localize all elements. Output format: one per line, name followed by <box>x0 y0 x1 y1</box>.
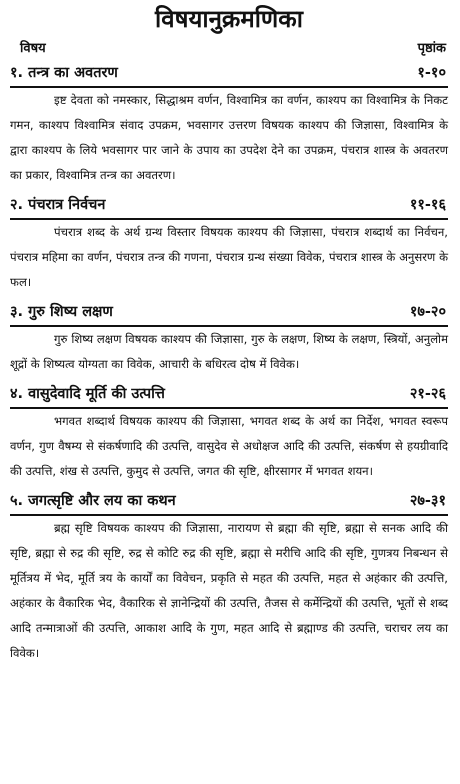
chapter-heading-row <box>10 60 448 88</box>
page-title: विषयानुक्रमणिका <box>155 5 303 33</box>
chapter-description: इष्ट देवता को नमस्कार, सिद्धाश्रम वर्णन, विश्वामित्र का वर्णन, काश्यप का विश्वामित्र के निकट गमन, काश्यप विश्वामित्र संवाद उपक्रम, भवसागर उत्तरण विषयक काश्यप की जिज्ञासा, विश्वामित्र के द्वारा काश्यप के लिये भवसागर पार जाने के उपाय का उपदेश देने का उपक्रम, पंचरात्र शास्त्र के अवतरण का प्रकार, विश्वामित्र तन्त्र का अवतरण। <box>10 93 448 182</box>
toc-entry-5 <box>10 488 448 666</box>
chapter-page-range: १७-२० <box>409 304 446 320</box>
chapter-page-range: २७-३१ <box>409 493 446 509</box>
toc-entry-1 <box>10 60 448 188</box>
chapter-page-range: २१-२६ <box>409 386 446 402</box>
chapter-title: ४. वासुदेवादि मूर्ति की उत्पत्ति <box>10 386 165 402</box>
chapter-title: १. तन्त्र का अवतरण <box>10 65 118 81</box>
toc-entry-2 <box>10 192 448 295</box>
chapter-title: २. पंचरात्र निर्वचन <box>10 197 106 213</box>
chapter-heading-row <box>10 488 448 516</box>
subject-column-header: विषय <box>20 41 46 56</box>
chapter-description: ब्रह्म सृष्टि विषयक काश्यप की जिज्ञासा, नारायण से ब्रह्मा की सृष्टि, ब्रह्मा से सनक आदि की सृष्टि, ब्रह्मा से रुद्र की सृष्टि, रुद्र से कोटि रुद्र की सृष्टि, ब्रह्मा से मरीचि आदि की सृष्टि, गुणत्रय निबन्धन से मूर्तित्रय में भेद, मूर्ति त्रय के कार्यों का विवेचन, प्रकृति से महत की उत्पत्ति, महत से अहंकार की उत्पत्ति, अहंकार के वैकारिक भेद, वैकारिक से ज्ञानेन्द्रियों की उत्पत्ति, तैजस से कर्मेन्द्रियों की उत्पत्ति, भूतों से शब्द आदि तन्मात्राओं की उत्पत्ति, आकाश आदि के गुण, महत आदि से ब्रह्माण्ड की उत्पत्ति, चराचर लय का विवेक। <box>10 521 448 660</box>
chapter-title: ५. जगत्सृष्टि और लय का कथन <box>10 493 176 509</box>
chapter-page-range: १-१० <box>417 65 446 81</box>
chapter-description: भगवत शब्दार्थ विषयक काश्यप की जिज्ञासा, भगवत शब्द के अर्थ का निर्देश, भगवत स्वरूप वर्णन, गुण वैषम्य से संकर्षणादि की उत्पत्ति, वासुदेव से अधोक्षज आदि की उत्पत्ति, संकर्षण से हयग्रीवादि की उत्पत्ति, शंख से उत्पत्ति, कुमुद से उत्पत्ति, जगत की सृष्टि, क्षीरसागर में भगवत शयन। <box>10 414 448 478</box>
chapter-heading-row <box>10 192 448 220</box>
chapter-description: पंचरात्र शब्द के अर्थ ग्रन्थ विस्तार विषयक काश्यप की जिज्ञासा, पंचरात्र शब्दार्थ का निर्वचन, पंचरात्र महिमा का वर्णन, पंचरात्र तन्त्र की गणना, पंचरात्र ग्रन्थ संख्या विवेक, पंचरात्र शास्त्र के अनुसरण के फल। <box>10 225 448 289</box>
toc-entry-4 <box>10 381 448 484</box>
chapter-heading-row <box>10 381 448 409</box>
chapter-page-range: ११-१६ <box>409 197 446 213</box>
chapter-description: गुरु शिष्य लक्षण विषयक काश्यप की जिज्ञासा, गुरु के लक्षण, शिष्य के लक्षण, स्त्रियों, अनुलोम शूद्रों के शिष्यत्व योग्यता का विवेक, आचारी के बधिरत्व दोष में विवेक। <box>10 332 448 371</box>
chapter-title: ३. गुरु शिष्य लक्षण <box>10 304 113 320</box>
chapter-heading-row <box>10 299 448 327</box>
page-column-header: पृष्ठांक <box>417 41 446 56</box>
column-headers <box>10 40 448 58</box>
toc-entry-3 <box>10 299 448 377</box>
